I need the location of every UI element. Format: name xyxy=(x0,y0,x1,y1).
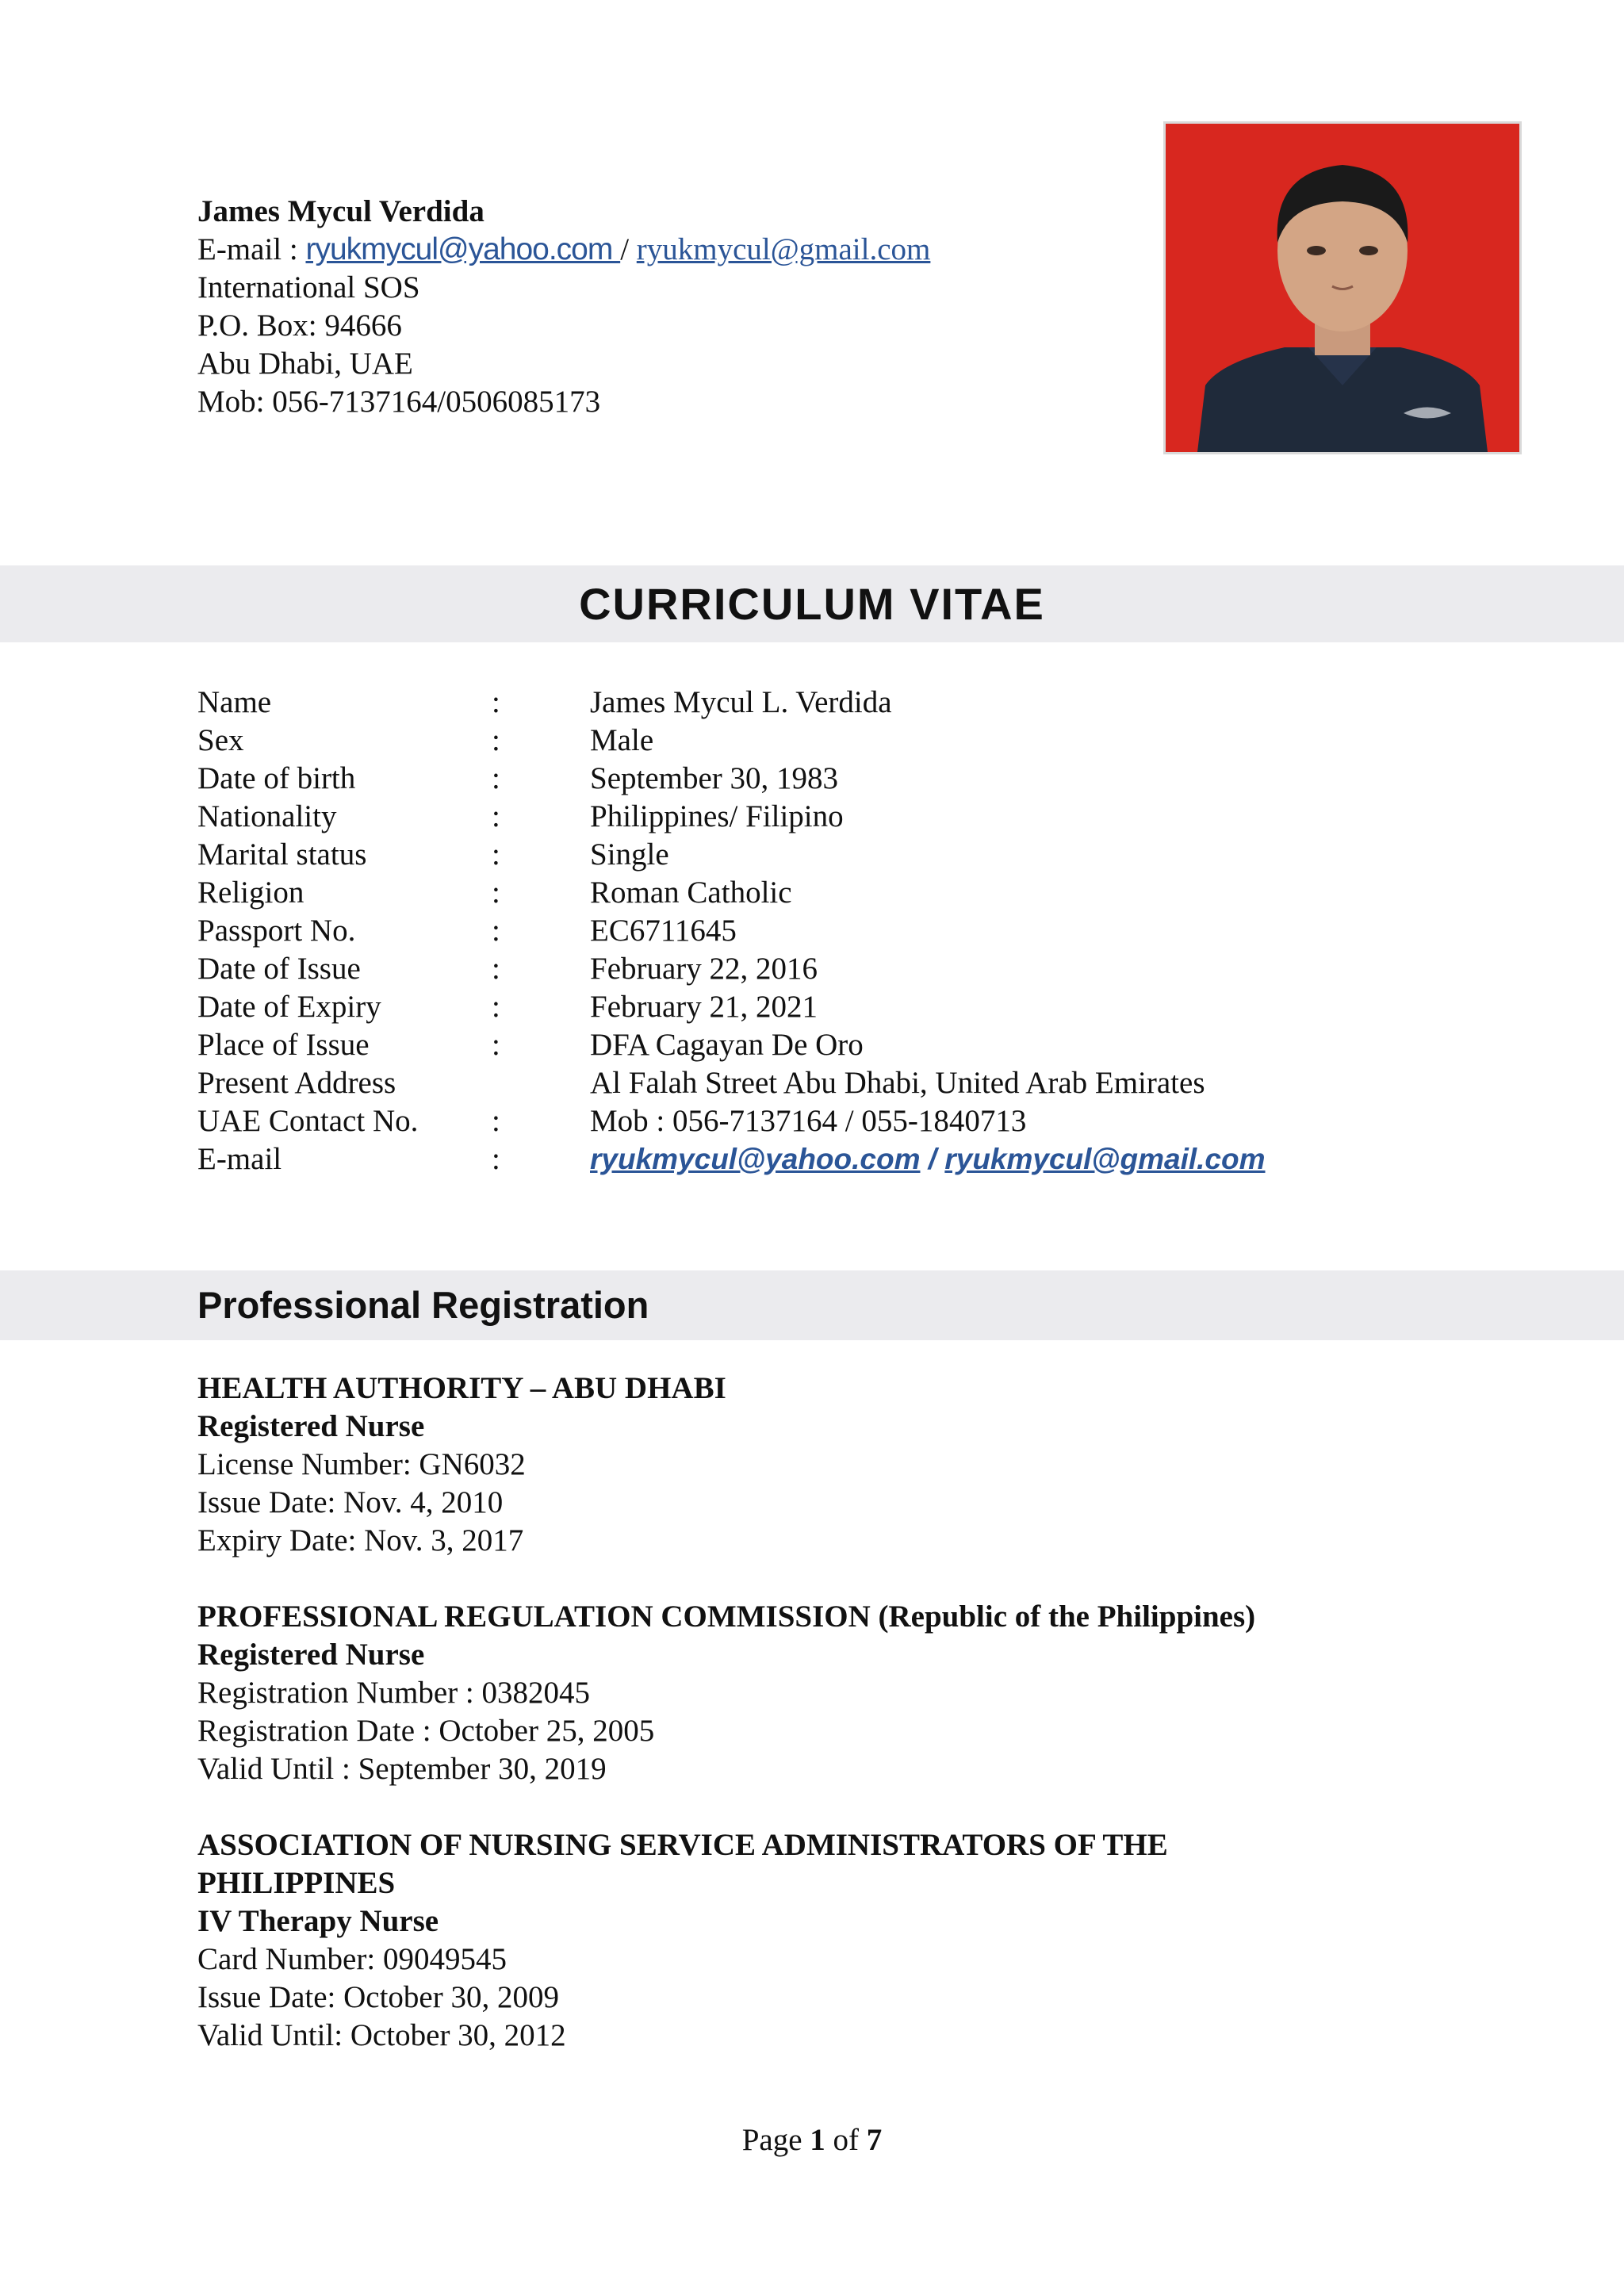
detail-value: February 21, 2021 xyxy=(590,990,818,1024)
registration-list xyxy=(197,1370,1545,2055)
personal-details xyxy=(197,684,1466,1178)
registration-role: Registered Nurse xyxy=(197,1409,425,1443)
email-gmail-link[interactable]: ryukmycul@gmail.com xyxy=(944,1143,1266,1175)
detail-colon: : xyxy=(492,1142,500,1176)
cv-title: CURRICULUM VITAE xyxy=(579,579,1045,629)
registration-entry xyxy=(197,1598,1545,1788)
registration-line: Expiry Date: Nov. 3, 2017 xyxy=(197,1523,524,1557)
detail-value: EC6711645 xyxy=(590,914,737,948)
detail-colon: : xyxy=(492,990,500,1024)
cv-title-band xyxy=(0,565,1624,642)
header-city: Abu Dhabi, UAE xyxy=(197,347,413,381)
detail-colon: : xyxy=(492,799,500,833)
page-total: 7 xyxy=(866,2123,883,2157)
header-email-separator: / xyxy=(620,232,637,266)
detail-label: Sex xyxy=(197,723,244,757)
detail-label: Date of Issue xyxy=(197,952,361,986)
registration-line: Issue Date: October 30, 2009 xyxy=(197,1980,559,2014)
detail-colon: : xyxy=(492,1028,500,1062)
detail-row-uae-contact xyxy=(197,1102,1466,1140)
detail-label: E-mail xyxy=(197,1142,282,1176)
of-word: of xyxy=(825,2123,867,2157)
email-separator: / xyxy=(920,1143,945,1175)
registration-role: Registered Nurse xyxy=(197,1638,425,1672)
registration-line: Card Number: 09049545 xyxy=(197,1942,507,1976)
page-word: Page xyxy=(741,2123,810,2157)
detail-row-passport xyxy=(197,912,1466,950)
registration-authority: HEALTH AUTHORITY – ABU DHABI xyxy=(197,1371,726,1405)
registration-title: Professional Registration xyxy=(197,1284,649,1326)
detail-value: Philippines/ Filipino xyxy=(590,799,844,833)
detail-colon: : xyxy=(492,723,500,757)
detail-label: Name xyxy=(197,685,272,719)
profile-photo-illustration xyxy=(1166,124,1519,452)
detail-value: Al Falah Street Abu Dhabi, United Arab Emirates xyxy=(590,1066,1205,1100)
detail-colon: : xyxy=(492,914,500,948)
email-yahoo-link[interactable]: ryukmycul@yahoo.com xyxy=(590,1143,921,1175)
profile-photo xyxy=(1163,121,1522,454)
detail-label: Date of birth xyxy=(197,761,356,795)
detail-colon: : xyxy=(492,1104,500,1138)
detail-row-date-of-issue xyxy=(197,950,1466,988)
registration-entry xyxy=(197,1370,1545,1560)
detail-row-religion xyxy=(197,874,1466,912)
detail-row-name xyxy=(197,684,1466,722)
detail-colon: : xyxy=(492,837,500,872)
header-email-gmail-link[interactable]: ryukmycul@gmail.com xyxy=(636,232,931,266)
detail-label: Nationality xyxy=(197,799,337,833)
detail-email-value xyxy=(590,1140,1266,1178)
registration-role: IV Therapy Nurse xyxy=(197,1904,439,1938)
detail-row-present-address xyxy=(197,1064,1466,1102)
detail-row-place-of-issue xyxy=(197,1026,1466,1064)
registration-authority-continued: PHILIPPINES xyxy=(197,1866,396,1900)
detail-value: Mob : 056-7137164 / 055-1840713 xyxy=(590,1104,1027,1138)
registration-line: Registration Number : 0382045 xyxy=(197,1676,591,1710)
registration-line: Registration Date : October 25, 2005 xyxy=(197,1714,655,1748)
detail-label: Date of Expiry xyxy=(197,990,381,1024)
detail-row-date-of-expiry xyxy=(197,988,1466,1026)
detail-value: February 22, 2016 xyxy=(590,952,818,986)
registration-line: Valid Until: October 30, 2012 xyxy=(197,2018,566,2052)
detail-label: Place of Issue xyxy=(197,1028,370,1062)
header-name: James Mycul Verdida xyxy=(197,194,485,228)
header-email-yahoo-link[interactable]: ryukmycul@yahoo.com xyxy=(305,232,621,266)
detail-colon: : xyxy=(492,875,500,910)
entry-spacer xyxy=(197,1560,1545,1598)
contact-block xyxy=(197,193,1149,421)
registration-line: Valid Until : September 30, 2019 xyxy=(197,1752,607,1786)
detail-label: Passport No. xyxy=(197,914,356,948)
detail-label: Present Address xyxy=(197,1066,396,1100)
detail-value: DFA Cagayan De Oro xyxy=(590,1028,864,1062)
detail-value: September 30, 1983 xyxy=(590,761,839,795)
detail-value: Roman Catholic xyxy=(590,875,792,910)
registration-entry xyxy=(197,1826,1545,2055)
detail-label: Marital status xyxy=(197,837,367,872)
detail-colon: : xyxy=(492,761,500,795)
entry-spacer xyxy=(197,1788,1545,1826)
detail-label: Religion xyxy=(197,875,304,910)
detail-row-nationality xyxy=(197,798,1466,836)
detail-colon: : xyxy=(492,685,500,719)
detail-colon: : xyxy=(492,952,500,986)
header-email-prefix: E-mail : xyxy=(197,232,306,266)
registration-authority: PROFESSIONAL REGULATION COMMISSION (Republic of the Philippines) xyxy=(197,1600,1256,1634)
detail-value: Single xyxy=(590,837,669,872)
registration-line: Issue Date: Nov. 4, 2010 xyxy=(197,1485,504,1519)
page-number: 1 xyxy=(810,2123,825,2157)
header-email-line xyxy=(197,231,1149,269)
detail-value: James Mycul L. Verdida xyxy=(590,685,892,719)
detail-row-email xyxy=(197,1140,1466,1178)
registration-authority: ASSOCIATION OF NURSING SERVICE ADMINISTRATORS OF THE xyxy=(197,1828,1168,1862)
detail-row-date-of-birth xyxy=(197,760,1466,798)
detail-value: Male xyxy=(590,723,654,757)
header-po-box: P.O. Box: 94666 xyxy=(197,308,402,343)
header-mobile: Mob: 056-7137164/0506085173 xyxy=(197,385,601,419)
registration-band xyxy=(0,1270,1624,1340)
detail-row-marital-status xyxy=(197,836,1466,874)
registration-line: License Number: GN6032 xyxy=(197,1447,526,1481)
detail-row-sex xyxy=(197,722,1466,760)
header-company: International SOS xyxy=(197,270,420,305)
detail-label: UAE Contact No. xyxy=(197,1104,419,1138)
page-footer xyxy=(0,2121,1624,2159)
